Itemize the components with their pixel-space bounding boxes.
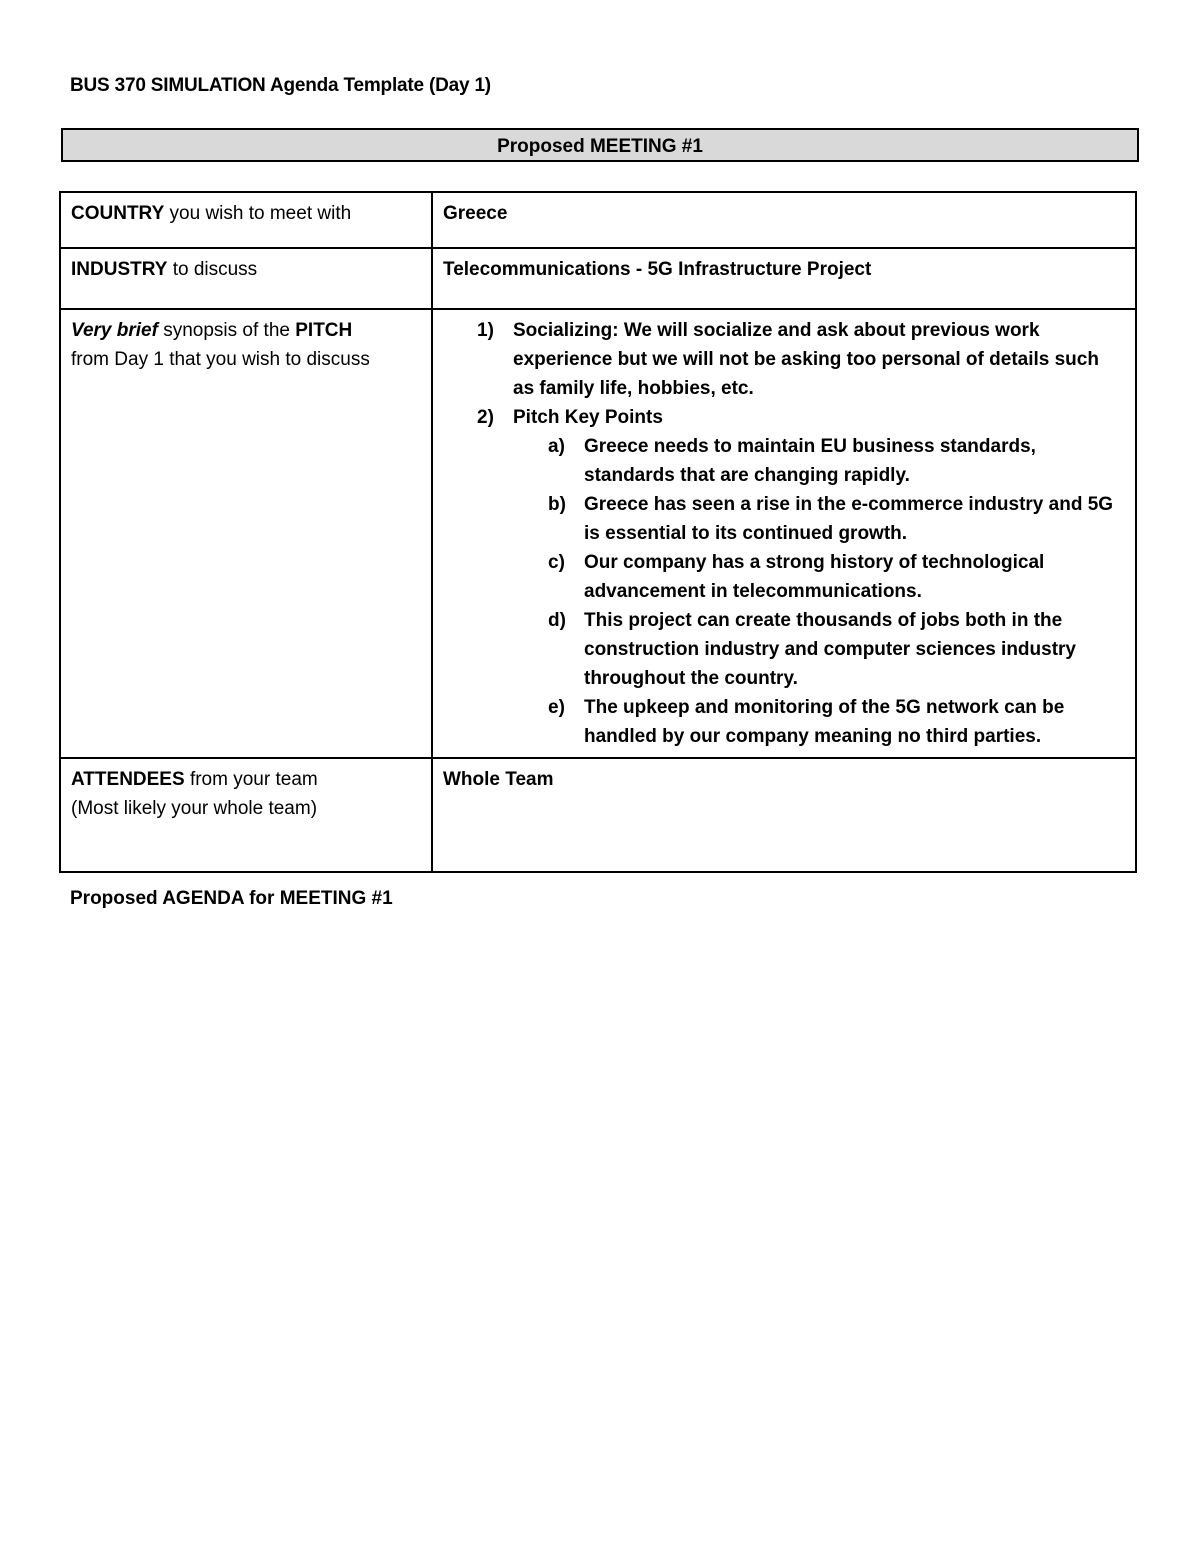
agenda-heading: Proposed AGENDA for MEETING #1 — [70, 888, 393, 909]
sublist-item-text: Our company has a strong history of technological advancement in telecommunications. — [584, 552, 1045, 602]
sublist-item — [513, 693, 1125, 751]
sublist-item — [513, 432, 1125, 490]
document-title: BUS 370 SIMULATION Agenda Template (Day 1) — [70, 75, 491, 96]
list-item-number: 1) — [477, 320, 494, 341]
attendees-label-line2: (Most likely your whole team) — [71, 798, 318, 819]
industry-label-bold: INDUSTRY — [71, 259, 168, 280]
sublist-item-letter: b) — [548, 494, 566, 515]
attendees-label-cell — [60, 758, 432, 872]
pitch-label-mid: synopsis of the — [157, 320, 296, 341]
country-label-bold: COUNTRY — [71, 203, 165, 224]
attendees-label-bold: ATTENDEES — [71, 769, 185, 790]
country-value: Greece — [443, 203, 508, 224]
country-label-cell — [60, 192, 432, 248]
list-item-number: 2) — [477, 407, 494, 428]
pitch-label-cell — [60, 309, 432, 758]
list-item-text: Pitch Key Points — [513, 407, 663, 428]
sublist-item-letter: a) — [548, 436, 565, 457]
sublist-item — [513, 490, 1125, 548]
pitch-value-cell[interactable] — [432, 309, 1136, 758]
sublist-item-letter: c) — [548, 552, 565, 573]
industry-value-cell[interactable] — [432, 248, 1136, 309]
industry-label-cell — [60, 248, 432, 309]
sublist-item-text: Greece has seen a rise in the e-commerce industry and 5G is essential to its continued growth. — [584, 494, 1114, 544]
attendees-value: Whole Team — [443, 769, 554, 790]
meeting-form-table — [59, 191, 1137, 873]
pitch-label-italic: Very brief — [71, 320, 158, 341]
attendees-value-cell[interactable] — [432, 758, 1136, 872]
sublist-item-text: This project can create thousands of jobs both in the construction industry and computer sciences industry throughout the country. — [584, 610, 1076, 689]
sublist-item-text: The upkeep and monitoring of the 5G network can be handled by our company meaning no third parties. — [584, 697, 1065, 747]
table-row-industry — [60, 248, 1136, 309]
list-item — [443, 316, 1125, 403]
country-value-cell[interactable] — [432, 192, 1136, 248]
sublist-item — [513, 606, 1125, 693]
sublist-item — [513, 548, 1125, 606]
sublist-item-text: Greece needs to maintain EU business standards, standards that are changing rapidly. — [584, 436, 1036, 486]
pitch-label-bold: PITCH — [295, 320, 353, 341]
meeting-banner: Proposed MEETING #1 — [61, 128, 1139, 162]
industry-label-rest: to discuss — [167, 259, 258, 280]
table-row-country — [60, 192, 1136, 248]
pitch-sublist — [513, 432, 1125, 751]
list-item-text: Socializing: We will socialize and ask about previous work experience but we will not be asking too personal of details such as family life, hobbies, etc. — [513, 320, 1099, 399]
industry-value: Telecommunications - 5G Infrastructure Project — [443, 259, 872, 280]
table-row-attendees — [60, 758, 1136, 872]
sublist-item-letter: d) — [548, 610, 566, 631]
pitch-list — [443, 316, 1125, 751]
table-row-pitch — [60, 309, 1136, 758]
attendees-label-rest: from your team — [184, 769, 318, 790]
country-label-rest: you wish to meet with — [164, 203, 352, 224]
sublist-item-letter: e) — [548, 697, 565, 718]
pitch-label-line2: from Day 1 that you wish to discuss — [71, 349, 370, 370]
list-item — [443, 403, 1125, 751]
